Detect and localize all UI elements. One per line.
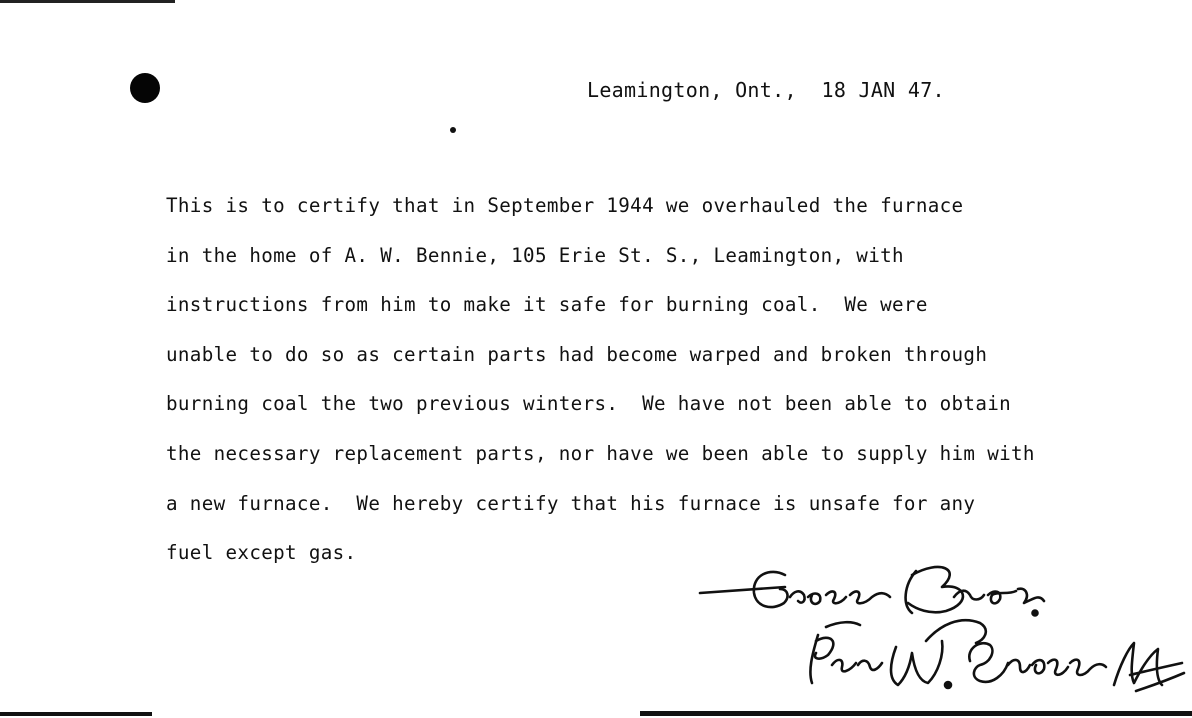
body-line-8: fuel except gas. — [166, 541, 357, 565]
body-line-1: This is to certify that in September 1944 we overhauled the furnace — [166, 194, 964, 217]
letter-body — [166, 190, 1126, 587]
body-line-7: a new furnace. We hereby certify that his furnace is unsafe for any — [166, 491, 976, 515]
punch-hole-mark — [130, 73, 160, 103]
ink-speck — [450, 127, 456, 133]
dateline: Leamington, Ont., 18 JAN 47. — [587, 78, 945, 102]
handwritten-signature — [690, 545, 1190, 715]
scan-edge-bottom-left — [0, 712, 152, 716]
scan-edge-top — [0, 0, 175, 3]
body-line-3: instructions from him to make it safe for burning coal. We were — [166, 293, 928, 317]
body-line-5: burning coal the two previous winters. We have not been able to obtain — [166, 392, 1012, 416]
body-line-6: the necessary replacement parts, nor have we been able to supply him with — [166, 441, 1035, 465]
body-line-4: unable to do so as certain parts had become warped and broken through — [166, 342, 988, 366]
body-line-2: in the home of A. W. Bennie, 105 Erie St. S., Leamington, with — [166, 243, 904, 267]
